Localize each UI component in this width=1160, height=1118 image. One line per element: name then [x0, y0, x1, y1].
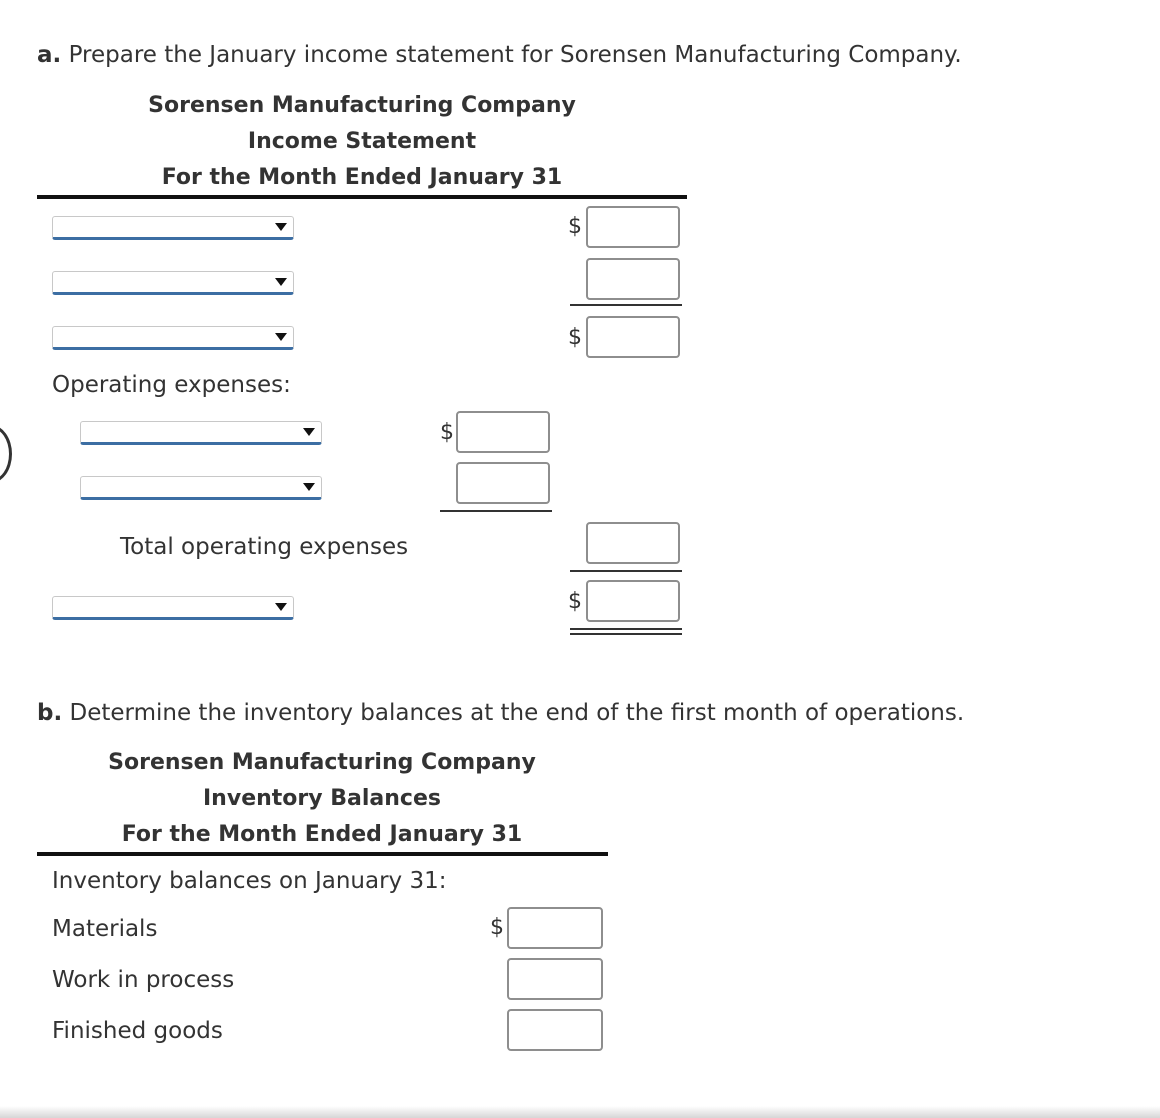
part-a-letter: a.: [37, 42, 62, 68]
part-a-prompt-text: Prepare the January income statement for Sorensen Manufacturing Company.: [68, 42, 962, 68]
part-b-prompt: [37, 700, 964, 726]
operating-expense-input-2[interactable]: [456, 462, 550, 504]
total-operating-expenses-label: Total operating expenses: [120, 534, 409, 560]
chevron-down-icon: [275, 223, 287, 231]
dollar-sign: $: [568, 589, 582, 614]
amount-input-2[interactable]: [586, 258, 680, 300]
revenue-line-dropdown-3[interactable]: [52, 326, 294, 350]
subtotal-rule-3: [570, 570, 682, 572]
scroll-indicator-circle: [0, 425, 12, 483]
chevron-down-icon: [303, 428, 315, 436]
chevron-down-icon: [275, 278, 287, 286]
part-a-statement-title: Income Statement: [247, 129, 477, 154]
inventory-section-label: Inventory balances on January 31:: [52, 868, 447, 894]
operating-expenses-label: Operating expenses:: [52, 372, 291, 398]
dollar-sign: $: [490, 915, 504, 940]
dollar-sign: $: [568, 214, 582, 239]
subtotal-rule-2: [440, 510, 552, 512]
chevron-down-icon: [303, 483, 315, 491]
work-in-process-input[interactable]: [507, 958, 603, 1000]
chevron-down-icon: [275, 603, 287, 611]
part-a-company: Sorensen Manufacturing Company: [148, 93, 576, 118]
materials-input[interactable]: [507, 907, 603, 949]
net-income-input[interactable]: [586, 580, 680, 622]
part-b-period: For the Month Ended January 31: [121, 822, 523, 847]
revenue-line-dropdown-2[interactable]: [52, 271, 294, 295]
part-b-company: Sorensen Manufacturing Company: [108, 750, 536, 775]
operating-expense-dropdown-2[interactable]: [80, 476, 322, 500]
operating-expense-dropdown-1[interactable]: [80, 421, 322, 445]
bottom-divider: [0, 1106, 1160, 1118]
work-in-process-label: Work in process: [52, 967, 235, 993]
part-a-prompt: [37, 42, 962, 68]
part-b-header-rule: [37, 852, 608, 856]
double-rule-bottom: [570, 633, 682, 635]
operating-expense-input-1[interactable]: [456, 411, 550, 453]
part-b-statement-title: Inventory Balances: [203, 786, 441, 811]
total-operating-expenses-input[interactable]: [586, 522, 680, 564]
finished-goods-input[interactable]: [507, 1009, 603, 1051]
dollar-sign: $: [440, 420, 454, 445]
double-rule-top: [570, 628, 682, 630]
part-a-period: For the Month Ended January 31: [161, 165, 563, 190]
chevron-down-icon: [275, 333, 287, 341]
subtotal-rule-1: [570, 304, 682, 306]
amount-input-1[interactable]: [586, 206, 680, 248]
amount-input-3[interactable]: [586, 316, 680, 358]
part-b-prompt-text: Determine the inventory balances at the end of the first month of operations.: [69, 700, 965, 726]
part-a-header-rule: [37, 195, 687, 199]
part-b-letter: b.: [37, 700, 63, 726]
revenue-line-dropdown-1[interactable]: [52, 216, 294, 240]
dollar-sign: $: [568, 325, 582, 350]
finished-goods-label: Finished goods: [52, 1018, 223, 1044]
net-income-dropdown[interactable]: [52, 596, 294, 620]
materials-label: Materials: [52, 916, 158, 942]
